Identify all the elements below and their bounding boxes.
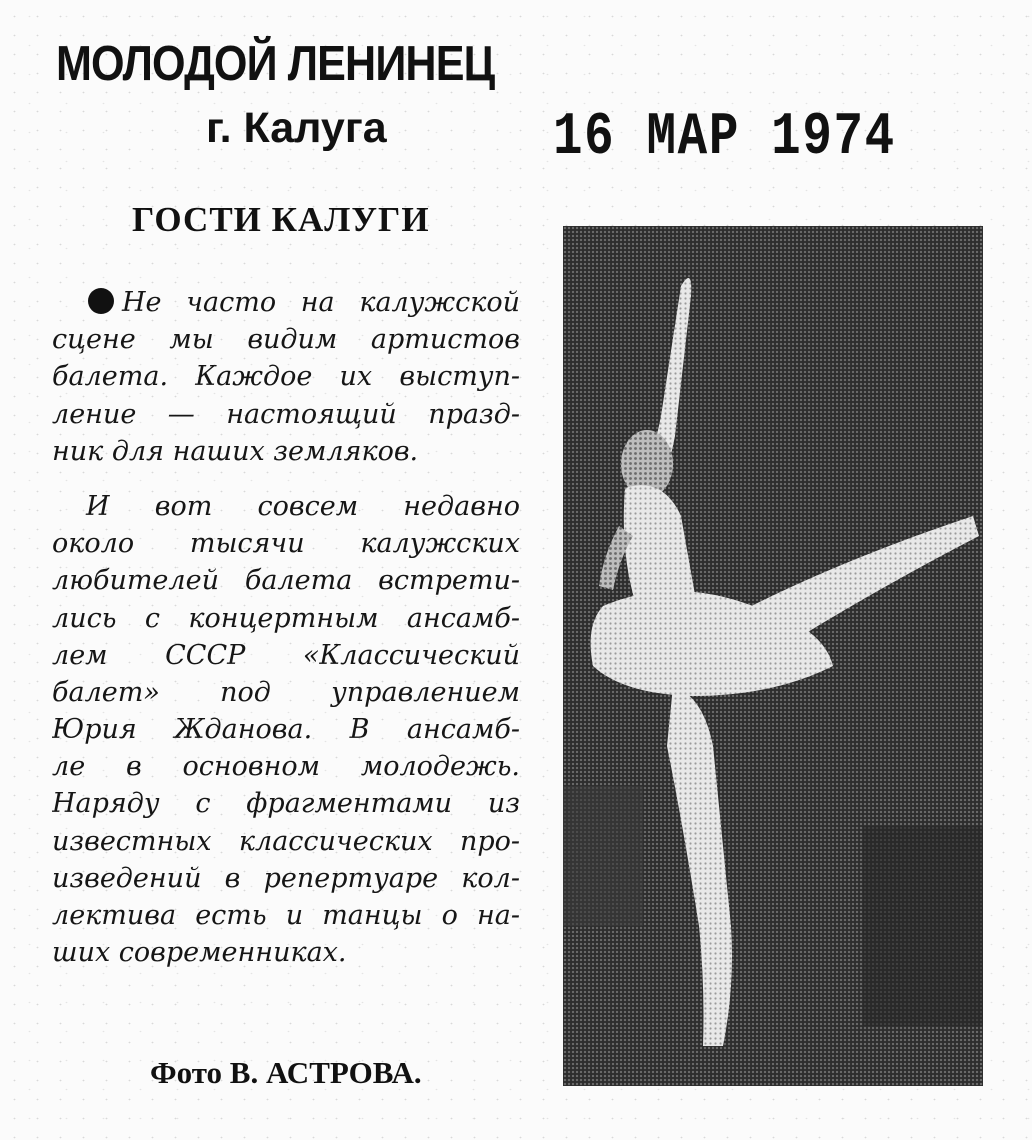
article-line: ле в основном молодежь.	[52, 751, 520, 783]
article-line: балета. Каждое их выступ-	[52, 361, 520, 393]
photo-credit: Фото В. АСТРОВА.	[150, 1055, 422, 1090]
newspaper-city: г. Калуга	[206, 104, 387, 152]
article-line: И вот совсем недавно	[86, 490, 520, 522]
bullet-icon	[88, 288, 114, 314]
article-line: ших современниках.	[52, 937, 347, 969]
date-stamp: 16 МАР 1974	[553, 104, 896, 172]
article-line: лем СССР «Классический	[52, 639, 520, 671]
article-line: изведений в репертуаре кол-	[52, 862, 520, 894]
article-line: лектива есть и танцы о на-	[52, 900, 520, 931]
article-line: Не часто на калужской	[52, 284, 520, 321]
ballerina-figure-icon	[563, 226, 983, 1086]
article-line: ник для наших земляков.	[52, 435, 419, 467]
article-line: ление — настоящий празд-	[52, 398, 520, 430]
article-line: около тысячи калужских	[52, 528, 520, 560]
article-line: Наряду с фрагментами из	[52, 788, 520, 820]
article-heading: ГОСТИ КАЛУГИ	[132, 200, 430, 239]
article-line: сцене мы видим артистов	[52, 324, 520, 356]
article-line: балет» под управлением	[52, 676, 520, 708]
article-line: Юрия Жданова. В ансамб-	[52, 714, 520, 746]
article-body	[52, 284, 520, 971]
article-line: лись с концертным ансамб-	[52, 602, 520, 634]
newspaper-masthead: МОЛОДОЙ ЛЕНИНЕЦ	[56, 37, 495, 91]
article-line: известных классических про-	[52, 825, 520, 857]
ballerina-photo	[563, 226, 983, 1086]
article-line: любителей балета встрети-	[52, 565, 520, 597]
